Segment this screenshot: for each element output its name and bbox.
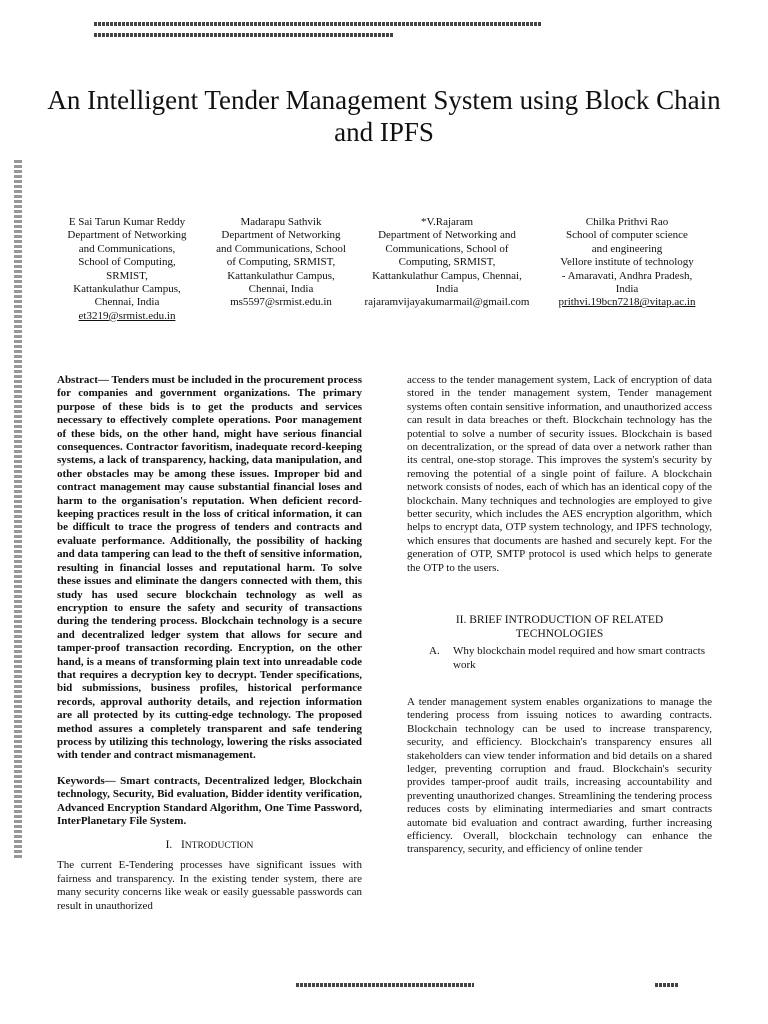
author-1 [52, 216, 202, 323]
section-heading-line: II. BRIEF INTRODUCTION OF RELATED [455, 614, 664, 627]
section-heading-introduction [57, 838, 362, 853]
author-line: India [615, 283, 639, 296]
subsection-number: A. [429, 645, 440, 658]
author-line: Vellore institute of technology [560, 256, 694, 269]
header-mark-line [94, 22, 542, 26]
paper-title: An Intelligent Tender Management System using Block Chain and IPFS [47, 85, 721, 147]
keywords: Keywords— Smart contracts, Decentralized ledger, Blockchain technology, Security, Bid evaluation, Bidder identity verification, Advanced Encryption Standard Algorithm, One Time Password, InterPlanetary File System. [57, 774, 362, 827]
subsection-heading-a [429, 645, 712, 672]
author-line: Chilka Prithvi Rao [585, 216, 669, 228]
author-line: and Communications, [78, 242, 176, 255]
author-line: and Communications, School [216, 242, 346, 255]
abstract: Abstract— Tenders must be included in the procurement process for companies and government organizations. The primary purpose of these bids is to get the products and services necessary to effectively complete operations. Poor management of these bids, on the other hand, might have serious financial consequences. Contractor favoritism, inadequate record-keeping systems, a lack of transparency, hacking, data manipulation, and other obstacles may be among these issues. Improper bid and contract management may cause substantial financial loses and harm to the organisation's reputation. When deficient record-keeping practices result in the loss of critical information, it can be difficult to trace the progress of tenders and contracts and evaluate performance. Additionally, the possibility of hacking and data tampering can lead to the theft of sensitive information, resulting in financial losses and reputational harm. To solve these issues and eliminate the dangers connected with them, this study has used secure blockchain technology as well as encryption to ensure the safety and security of transactions during the tendering process. Blockchain technology is a secure and decentralized ledger system that allows for secure and tamper-proof transaction recording. Encryption, on the other hand, is a means of transforming plain text into unreadable code that requires a decryption key to decrypt. Tender specifications, bid submissions, business profiles, historical performance records, approval authority details, and rejection information are all protected by its cutting-edge technology. The proposed method assures a completely transparent and safe tendering process by utilizing this technology, lowering the risks associated with tender and contract mismanagement. [57, 374, 362, 762]
side-margin-marks [14, 160, 22, 860]
author-line: School of Computing, [78, 256, 176, 269]
right-column [407, 374, 712, 857]
section-initial: I [180, 839, 185, 852]
author-line: Kattankulathur Campus, [73, 283, 181, 296]
author-email[interactable]: ms5597@srmist.edu.in [230, 296, 332, 309]
section-title-rest: NTRODUCTION [184, 841, 254, 852]
author-line: Kattankulathur Campus, Chennai, [372, 269, 522, 282]
section2-paragraph: A tender management system enables organizations to manage the tendering process from issuing notices to awarding contracts. Blockchain technology can be used to increase transparency, security, and efficiency. Blockchain's transparency ensures all stakeholders can view tender information and bid details on a shared ledger, preventing corruption and fraud. Blockchain's security provides tamper-proof audit trails, increasing accountability and preventing unauthorized changes. Streamlining the tendering process reduces costs by eliminating intermediaries and smart contracts automate bid evaluation and contract awarding, further increasing efficiency. Overall, blockchain technology can enhance the transparency, security, and efficiency of online tender [407, 695, 712, 856]
author-line: and engineering [591, 242, 663, 255]
author-line: - Amaravati, Andhra Pradesh, [561, 269, 693, 282]
author-line: Department of Networking [221, 229, 341, 242]
header-marks [94, 22, 542, 44]
author-line: Kattankulathur Campus, [227, 269, 335, 282]
author-email[interactable]: prithvi.19bcn7218@vitap.ac.in [558, 296, 696, 309]
footer-mark [296, 983, 474, 987]
author-line: School of computer science [566, 229, 688, 242]
author-line: Department of Networking [67, 229, 187, 242]
author-line: India [435, 283, 459, 296]
author-line: Chennai, India [94, 296, 160, 309]
author-email[interactable]: et3219@srmist.edu.in [78, 309, 176, 322]
section-heading-related-technologies [407, 613, 712, 641]
author-line: E Sai Tarun Kumar Reddy [68, 216, 186, 228]
left-column [57, 374, 362, 913]
author-line: SRMIST, [106, 269, 148, 282]
author-line: of Computing, SRMIST, [226, 256, 336, 269]
section-number: I. [165, 839, 173, 852]
intro-paragraph: The current E-Tendering processes have significant issues with fairness and transparency. In the existing tender system, there are many security concerns like weak or easily guessable passwords can result in unauthorized [57, 859, 362, 912]
author-line: Computing, SRMIST, [398, 256, 496, 269]
author-4 [542, 216, 712, 310]
author-line: Department of Networking and [378, 229, 516, 242]
subsection-title: Why blockchain model required and how smart contracts work [453, 645, 706, 671]
author-3 [356, 216, 538, 310]
author-line: *V.Rajaram [420, 216, 474, 228]
header-mark-line [94, 33, 394, 37]
footer-page-mark [655, 983, 679, 987]
author-line: Communications, School of [385, 242, 509, 255]
authors-block [52, 216, 720, 326]
section-heading-line: TECHNOLOGIES [515, 628, 604, 641]
author-2 [206, 216, 356, 310]
author-email[interactable]: rajaramvijayakumarmail@gmail.com [364, 296, 530, 309]
author-line: Madarapu Sathvik [240, 216, 322, 228]
author-line: Chennai, India [248, 283, 314, 296]
intro-paragraph-continued: access to the tender management system, Lack of encryption of data stored in the tender management system, Tender management systems often contain sensitive information, and unauthorized access can result in data breaches or theft. Blockchain technology has the potential to solve a number of security issues. Blockchain is based on decentralization, or the spread of data over a network rather than its central, one-stop storage. This improves the system's security by removing the potential of a single point of failure. A blockchain network consists of nodes, each of which has an identical copy of the blockchain. Many techniques and technologies are employed to give better security, which includes the AES encryption algorithm, which helps to encrypt data, OTP system technology, and IPFS technology, which ensures that documents are hashed and securely kept. For the generation of OTP, SMTP protocol is used which helps to generate the OTP to the users. [407, 374, 712, 574]
